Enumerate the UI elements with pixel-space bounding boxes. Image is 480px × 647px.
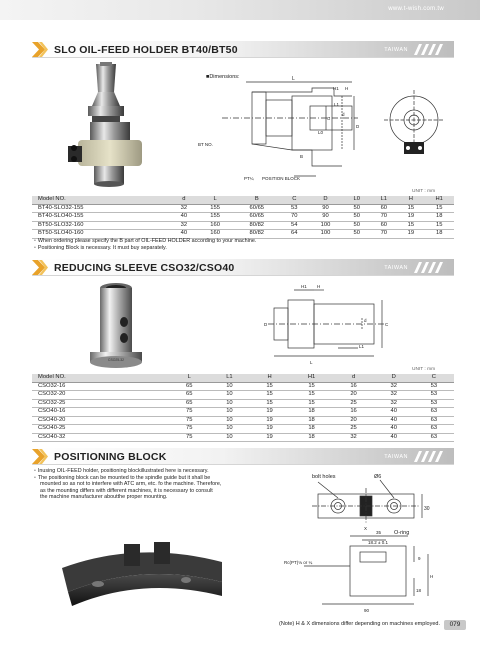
sleeve-dimension-drawing bbox=[258, 282, 418, 368]
table-cell: BT40-SLO40-155 bbox=[32, 213, 170, 222]
svg-text:B: B bbox=[300, 154, 304, 159]
svg-text:L0: L0 bbox=[318, 130, 324, 135]
svg-text:H1: H1 bbox=[333, 86, 339, 91]
svg-text:O-ring: O-ring bbox=[394, 530, 410, 536]
table-cell: 54 bbox=[281, 221, 308, 230]
column-header: D bbox=[308, 196, 343, 204]
note-line: as the mounting differs with different machines, it is necessary to consult bbox=[40, 487, 213, 494]
table-cell: 65 bbox=[169, 391, 209, 400]
table-cell: 60/65 bbox=[233, 213, 281, 222]
table-cell: 10 bbox=[209, 382, 249, 391]
svg-text:BT NO.: BT NO. bbox=[198, 142, 213, 147]
svg-text:9: 9 bbox=[418, 556, 421, 561]
column-header: H bbox=[397, 196, 424, 204]
section-title: POSITIONING BLOCK bbox=[54, 451, 167, 463]
column-header: Model NO. bbox=[32, 374, 169, 382]
svg-text:POSITION BLOCK: POSITION BLOCK bbox=[262, 176, 301, 181]
table-cell: 60/65 bbox=[233, 204, 281, 213]
table-cell: CSO40-25 bbox=[32, 425, 169, 434]
svg-text:X: X bbox=[364, 526, 368, 531]
table-cell: 18 bbox=[424, 230, 454, 239]
column-header: d bbox=[170, 196, 197, 204]
svg-text:30: 30 bbox=[424, 506, 430, 512]
note-line: • The positioning block can be mounted to the spindle guide but it shall be bbox=[34, 474, 211, 481]
table-cell: 63 bbox=[414, 408, 454, 417]
svg-text:90: 90 bbox=[364, 608, 370, 613]
column-header: C bbox=[414, 374, 454, 382]
table-cell: 90 bbox=[308, 213, 343, 222]
table-row bbox=[32, 416, 454, 425]
column-header: Model NO. bbox=[32, 196, 170, 204]
section-header-oil-feed-holder bbox=[32, 41, 454, 58]
table-cell: 100 bbox=[308, 230, 343, 239]
table-cell: 16 bbox=[333, 408, 373, 417]
table-cell: 18 bbox=[290, 408, 334, 417]
svg-text:18: 18 bbox=[416, 588, 422, 593]
table-cell: BT40-SLO32-155 bbox=[32, 204, 170, 213]
table-cell: 75 bbox=[169, 416, 209, 425]
table-cell: 20 bbox=[333, 416, 373, 425]
table-cell: 160 bbox=[197, 230, 232, 239]
svg-text:PT¼: PT¼ bbox=[244, 176, 254, 181]
column-header: D bbox=[374, 374, 414, 382]
table-cell: 18 bbox=[290, 416, 334, 425]
table-row bbox=[32, 221, 454, 230]
table-cell: 65 bbox=[169, 399, 209, 408]
positioning-block-drawing bbox=[282, 466, 452, 618]
table-cell: CSO40-20 bbox=[32, 416, 169, 425]
sleeve-engraving: CSO25-32 bbox=[108, 358, 125, 362]
table-cell: 64 bbox=[281, 230, 308, 239]
table-cell: 155 bbox=[197, 204, 232, 213]
table-cell: 75 bbox=[169, 425, 209, 434]
table-cell: 10 bbox=[209, 399, 249, 408]
table-cell: 19 bbox=[397, 213, 424, 222]
table-cell: 70 bbox=[370, 213, 397, 222]
table-cell: 40 bbox=[170, 230, 197, 239]
table-row bbox=[32, 425, 454, 434]
table-cell: 70 bbox=[281, 213, 308, 222]
table-header-row bbox=[32, 374, 454, 382]
svg-text:H: H bbox=[430, 574, 434, 579]
table-cell: 53 bbox=[281, 204, 308, 213]
table-row bbox=[32, 399, 454, 408]
table-cell: BT50-SLO32-160 bbox=[32, 221, 170, 230]
table-cell: 160 bbox=[197, 221, 232, 230]
table-cell: 40 bbox=[374, 408, 414, 417]
table-cell: 19 bbox=[397, 230, 424, 239]
table-cell: 18 bbox=[290, 425, 334, 434]
table-row bbox=[32, 230, 454, 239]
column-header: H1 bbox=[424, 196, 454, 204]
top-banner bbox=[0, 0, 480, 20]
table-cell: 20 bbox=[333, 391, 373, 400]
table-cell: 63 bbox=[414, 416, 454, 425]
unit-label: UNIT : mm bbox=[412, 367, 436, 372]
column-header: H1 bbox=[290, 374, 334, 382]
table-row bbox=[32, 433, 454, 442]
table-cell: 32 bbox=[170, 221, 197, 230]
table-cell: 53 bbox=[414, 399, 454, 408]
table-row bbox=[32, 408, 454, 417]
bottom-note: (Note) H & X dimensions differ depending on machines employed. bbox=[278, 621, 440, 627]
table-cell: 15 bbox=[424, 221, 454, 230]
section-title: REDUCING SLEEVE CSO32/CSO40 bbox=[54, 262, 235, 274]
taiwan-label: TAIWAN bbox=[384, 47, 408, 53]
positioning-notes bbox=[34, 468, 221, 501]
svg-text:L1: L1 bbox=[359, 344, 365, 349]
table-cell: 60 bbox=[370, 204, 397, 213]
table-cell: 19 bbox=[249, 408, 289, 417]
taiwan-label: TAIWAN bbox=[384, 454, 408, 460]
note-line: mounted so as not to interfere with ATC arm, etc. fo the machine. Therefore, bbox=[40, 481, 222, 488]
table-cell: CSO40-32 bbox=[32, 433, 169, 442]
table-cell: CSO32-25 bbox=[32, 399, 169, 408]
svg-text:D: D bbox=[264, 322, 268, 327]
table-cell: 50 bbox=[343, 221, 370, 230]
table-cell: 53 bbox=[414, 391, 454, 400]
table-cell: 15 bbox=[290, 391, 334, 400]
table-cell: 19 bbox=[249, 416, 289, 425]
note-line: • Positioning Block is necessary. It must buy separately. bbox=[34, 244, 167, 251]
table-row bbox=[32, 391, 454, 400]
table-cell: 75 bbox=[169, 408, 209, 417]
table-cell: 50 bbox=[343, 230, 370, 239]
table-cell: 40 bbox=[170, 213, 197, 222]
table-cell: 65 bbox=[169, 382, 209, 391]
table-cell: BT50-SLO40-160 bbox=[32, 230, 170, 239]
stripes-icon bbox=[414, 451, 448, 462]
positioning-block-photo bbox=[58, 536, 228, 622]
table-cell: 18 bbox=[290, 433, 334, 442]
svg-text:Rc(PT)⅛ or ¼: Rc(PT)⅛ or ¼ bbox=[284, 560, 313, 565]
svg-text:18.2 ± 0.1: 18.2 ± 0.1 bbox=[368, 540, 388, 545]
dimensions-label: ■Dimensions: bbox=[206, 74, 240, 80]
table-cell: CSO32-20 bbox=[32, 391, 169, 400]
column-header: C bbox=[281, 196, 308, 204]
table-cell: 75 bbox=[169, 433, 209, 442]
stripes-icon bbox=[414, 44, 448, 55]
table-cell: 100 bbox=[308, 221, 343, 230]
table-header-row bbox=[32, 196, 454, 204]
table-cell: 15 bbox=[249, 391, 289, 400]
svg-text:D: D bbox=[356, 124, 360, 129]
table-cell: 70 bbox=[370, 230, 397, 239]
holder-notes bbox=[34, 238, 256, 251]
table-cell: 90 bbox=[308, 204, 343, 213]
svg-text:d: d bbox=[342, 112, 345, 117]
table-row bbox=[32, 204, 454, 213]
column-header: L bbox=[169, 374, 209, 382]
note-line: • When ordering please specify the B part of OIL-FEED HOLDER according to your machine. bbox=[34, 238, 257, 244]
svg-text:H: H bbox=[317, 284, 321, 289]
column-header: L1 bbox=[370, 196, 397, 204]
table-cell: 155 bbox=[197, 213, 232, 222]
holder-dimension-drawing bbox=[192, 66, 462, 186]
column-header: L1 bbox=[209, 374, 249, 382]
table-cell: 15 bbox=[290, 399, 334, 408]
table-cell: 53 bbox=[414, 382, 454, 391]
table-cell: 15 bbox=[397, 204, 424, 213]
table-cell: 80/82 bbox=[233, 230, 281, 239]
svg-text:L: L bbox=[310, 360, 313, 365]
column-header: L0 bbox=[343, 196, 370, 204]
table-cell: 40 bbox=[374, 425, 414, 434]
table-cell: 32 bbox=[374, 399, 414, 408]
table-cell: 10 bbox=[209, 408, 249, 417]
table-cell: 32 bbox=[333, 433, 373, 442]
table-cell: 25 bbox=[333, 425, 373, 434]
website-url: www.t-wish.com.tw bbox=[388, 6, 444, 12]
table-cell: 15 bbox=[249, 399, 289, 408]
table-cell: 25 bbox=[333, 399, 373, 408]
table-cell: 19 bbox=[249, 425, 289, 434]
table-cell: 32 bbox=[170, 204, 197, 213]
holder-spec-table bbox=[32, 196, 454, 239]
table-cell: 15 bbox=[424, 204, 454, 213]
table-cell: 63 bbox=[414, 433, 454, 442]
page-number: 079 bbox=[444, 620, 466, 630]
table-cell: 10 bbox=[209, 433, 249, 442]
table-cell: 15 bbox=[397, 221, 424, 230]
svg-text:bolt holes: bolt holes bbox=[312, 474, 336, 480]
table-row bbox=[32, 213, 454, 222]
svg-text:d: d bbox=[364, 318, 367, 323]
table-cell: 10 bbox=[209, 425, 249, 434]
svg-text:H: H bbox=[345, 86, 349, 91]
table-cell: 15 bbox=[290, 382, 334, 391]
svg-text:C: C bbox=[385, 322, 389, 327]
table-cell: 40 bbox=[374, 416, 414, 425]
section-title: SLO OIL-FEED HOLDER BT40/BT50 bbox=[54, 44, 238, 56]
oil-feed-holder-photo bbox=[54, 62, 164, 190]
column-header: B bbox=[233, 196, 281, 204]
table-cell: 50 bbox=[343, 213, 370, 222]
table-cell: 80/82 bbox=[233, 221, 281, 230]
table-cell: 63 bbox=[414, 425, 454, 434]
chevron-icon bbox=[32, 449, 48, 464]
column-header: d bbox=[333, 374, 373, 382]
column-header: H bbox=[249, 374, 289, 382]
note-line: the machine manufacturer aboutthe proper mounting. bbox=[40, 494, 168, 501]
column-header: L bbox=[197, 196, 232, 204]
svg-text:H1: H1 bbox=[301, 284, 307, 289]
table-cell: 60 bbox=[370, 221, 397, 230]
sleeve-spec-table bbox=[32, 374, 454, 442]
reducing-sleeve-photo bbox=[84, 282, 148, 372]
table-cell: 10 bbox=[209, 416, 249, 425]
stripes-icon bbox=[414, 262, 448, 273]
taiwan-label: TAIWAN bbox=[384, 265, 408, 271]
svg-text:35: 35 bbox=[376, 530, 382, 535]
svg-text:L: L bbox=[292, 76, 295, 82]
table-cell: 16 bbox=[333, 382, 373, 391]
table-cell: 50 bbox=[343, 204, 370, 213]
table-cell: 32 bbox=[374, 382, 414, 391]
svg-text:L1: L1 bbox=[334, 102, 340, 107]
svg-text:Ø6: Ø6 bbox=[374, 474, 382, 480]
table-cell: 32 bbox=[374, 391, 414, 400]
table-cell: CSO40-16 bbox=[32, 408, 169, 417]
chevron-icon bbox=[32, 260, 48, 275]
table-cell: 19 bbox=[249, 433, 289, 442]
table-cell: CSO32-16 bbox=[32, 382, 169, 391]
note-line: • Inusing OIL-FEED holder, positioning blockillustrated here is necessary. bbox=[34, 468, 209, 474]
table-cell: 15 bbox=[249, 382, 289, 391]
svg-text:C: C bbox=[327, 116, 331, 121]
table-cell: 18 bbox=[424, 213, 454, 222]
table-cell: 40 bbox=[374, 433, 414, 442]
table-row bbox=[32, 382, 454, 391]
table-cell: 10 bbox=[209, 391, 249, 400]
section-header-reducing-sleeve bbox=[32, 259, 454, 276]
chevron-icon bbox=[32, 42, 48, 57]
section-header-positioning-block bbox=[32, 448, 454, 465]
unit-label: UNIT : mm bbox=[412, 189, 436, 194]
